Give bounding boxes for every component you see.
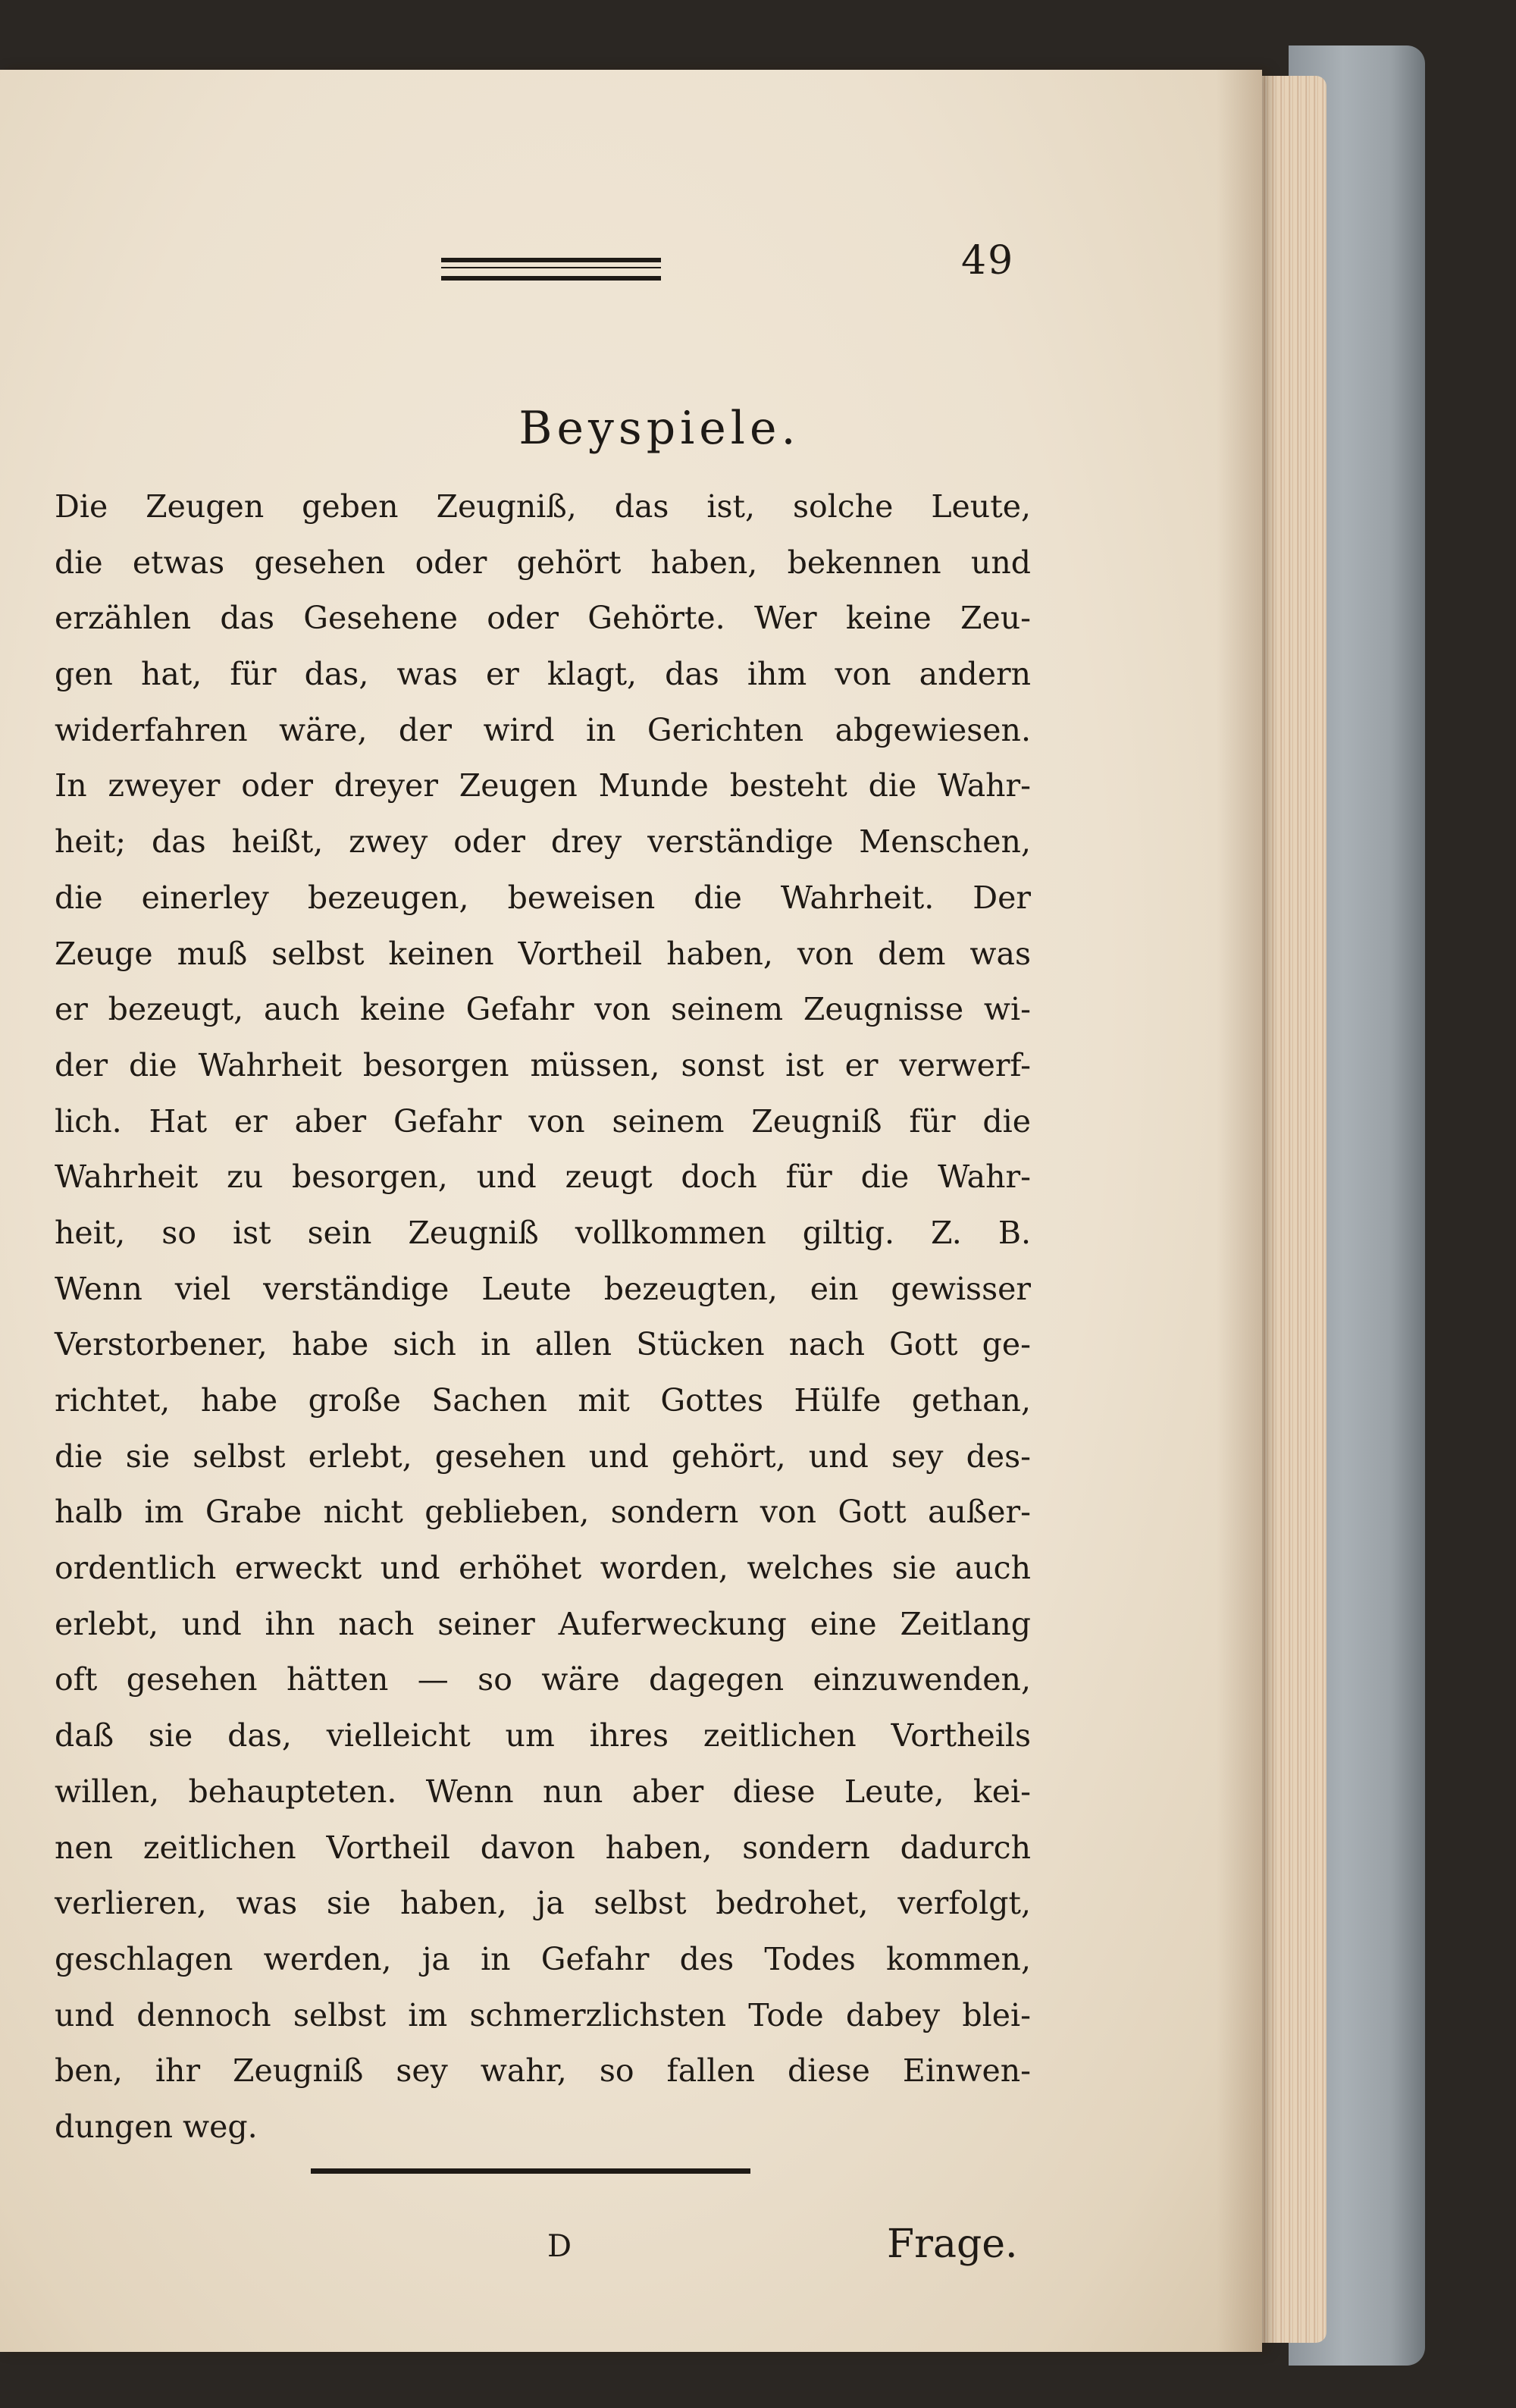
book-page — [0, 70, 1262, 2352]
text-line: die sie selbst erlebt, gesehen und gehört, und sey des- — [55, 1438, 1031, 1475]
text-line: Die Zeugen geben Zeugniß, das ist, solche Leute, — [55, 488, 1031, 525]
text-line: der die Wahrheit besorgen müssen, sonst ist er verwerf- — [55, 1046, 1031, 1083]
text-line: In zweyer oder dreyer Zeugen Munde besteht die Wahr- — [55, 767, 1031, 804]
signature-mark: D — [547, 2229, 572, 2264]
text-line: geschlagen werden, ja in Gefahr des Todes kommen, — [55, 1940, 1031, 1977]
text-line: daß sie das, vielleicht um ihres zeitlichen Vortheils — [55, 1717, 1031, 1754]
text-line: ordentlich erweckt und erhöhet worden, welches sie auch — [55, 1550, 1031, 1587]
text-line: dungen weg. — [55, 2108, 258, 2145]
text-line: erlebt, und ihn nach seiner Auferweckung eine Zeitlang — [55, 1605, 1031, 1642]
header-ornament-rule — [441, 258, 661, 281]
text-line: Zeuge muß selbst keinen Vortheil haben, von dem was — [55, 935, 1031, 972]
section-title: Beyspiele. — [518, 402, 800, 455]
text-line: Wenn viel verständige Leute bezeugten, ein gewisser — [55, 1270, 1031, 1307]
text-line: er bezeugt, auch keine Gefahr von seinem Zeugnisse wi- — [55, 991, 1031, 1028]
body-paragraph — [55, 479, 1031, 2156]
text-line: Wahrheit zu besorgen, und zeugt doch für die Wahr- — [55, 1159, 1031, 1196]
text-line: nen zeitlichen Vortheil davon haben, sondern dadurch — [55, 1829, 1031, 1866]
text-line: willen, behaupteten. Wenn nun aber diese Leute, kei- — [55, 1773, 1031, 1810]
text-line: richtet, habe große Sachen mit Gottes Hülfe gethan, — [55, 1382, 1031, 1419]
text-line: die etwas gesehen oder gehört haben, bekennen und — [55, 544, 1031, 581]
text-line: die einerley bezeugen, beweisen die Wahrheit. Der — [55, 879, 1031, 916]
text-line: oft gesehen hätten — so wäre dagegen einzuwenden, — [55, 1661, 1031, 1698]
text-line: halb im Grabe nicht geblieben, sondern von Gott außer- — [55, 1494, 1031, 1531]
catchword: Frage. — [887, 2221, 1018, 2267]
text-line: erzählen das Gesehene oder Gehörte. Wer keine Zeu- — [55, 600, 1031, 637]
text-line: gen hat, für das, was er klagt, das ihm von andern — [55, 656, 1031, 693]
section-divider-rule — [311, 2168, 750, 2174]
text-line: heit; das heißt, zwey oder drey verständige Menschen, — [55, 823, 1031, 861]
text-line: Verstorbener, habe sich in allen Stücken nach Gott ge- — [55, 1326, 1031, 1363]
text-line: und dennoch selbst im schmerzlichsten Tode dabey blei- — [55, 1996, 1031, 2033]
text-line: lich. Hat er aber Gefahr von seinem Zeugniß für die — [55, 1102, 1031, 1140]
text-line: verlieren, was sie haben, ja selbst bedrohet, verfolgt, — [55, 1885, 1031, 1922]
text-line: ben, ihr Zeugniß sey wahr, so fallen diese Einwen- — [55, 2052, 1031, 2090]
text-line: heit, so ist sein Zeugniß vollkommen giltig. Z. B. — [55, 1214, 1031, 1251]
page-number: 49 — [961, 238, 1015, 284]
text-line: widerfahren wäre, der wird in Gerichten abgewiesen. — [55, 711, 1031, 748]
